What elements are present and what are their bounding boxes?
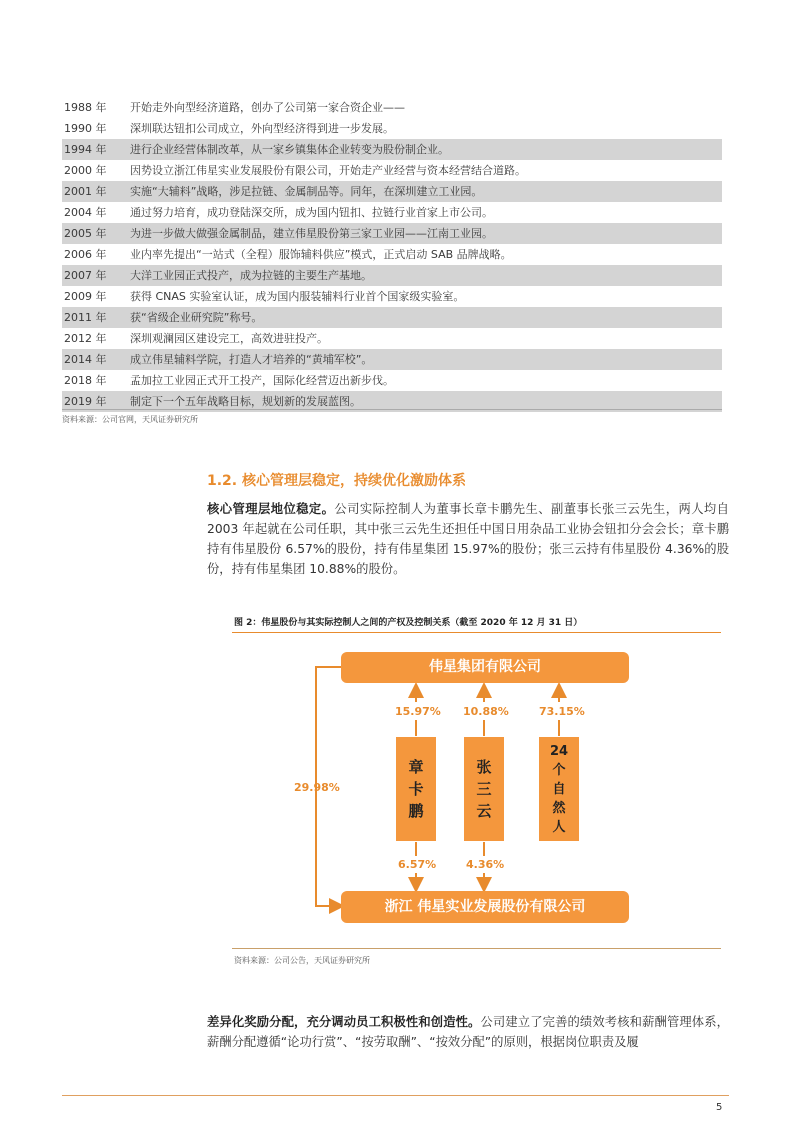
holder-box-zhang-sanyun: 张 三 云: [464, 737, 504, 841]
timeline-event: 进行企业经营体制改革，从一家乡镇集体企业转变为股份制企业。: [130, 143, 449, 156]
table-bottom-rule: [62, 409, 722, 410]
paragraph-incentive: [207, 1012, 729, 1052]
timeline-event: 孟加拉工业园正式开工投产，国际化经营迈出新步伐。: [130, 374, 394, 387]
timeline-year: 2012 年: [64, 332, 107, 345]
paragraph-body: 公司实际控制人为董事长章卡鹏先生、副董事长张三云先生，两人均自 2003 年起就在公司任职，其中张三云先生还担任中国日用杂品工业协会钮扣分会会长；章卡鹏持有伟星股份 6.57%的股份，持有伟星集团 15.97%的股份；张三云持有伟星股份 4.36%的股份，持有伟星集团 10.88%的股份。: [207, 502, 729, 576]
table-row: [62, 97, 722, 118]
timeline-event: 因势设立浙江伟星实业发展股份有限公司，开始走产业经营与资本经营结合道路。: [130, 164, 526, 177]
timeline-event: 业内率先提出“一站式（全程）服饰辅料供应”模式，正式启动 SAB 品牌战略。: [130, 248, 512, 261]
timeline-year: 2011 年: [64, 311, 107, 324]
timeline-event: 深圳联达钮扣公司成立，外向型经济得到进一步发展。: [130, 122, 394, 135]
pct-natural-group: 73.15%: [539, 705, 585, 718]
table-row: [62, 349, 722, 370]
section-heading: 1.2. 核心管理层稳定，持续优化激励体系: [207, 473, 466, 489]
timeline-event: 获得 CNAS 实验室认证，成为国内服装辅料行业首个国家级实验室。: [130, 290, 465, 303]
pct-zhang2-company: 4.36%: [466, 858, 505, 871]
table-row: [62, 160, 722, 181]
table-row: [62, 286, 722, 307]
timeline-event: 为进一步做大做强金属制品，建立伟星股份第三家工业园——江南工业园。: [130, 227, 493, 240]
timeline-year: 2000 年: [64, 164, 107, 177]
paragraph-lead: 核心管理层地位稳定。: [207, 502, 335, 516]
table-row: [62, 328, 722, 349]
group-company-box: 伟星集团有限公司: [341, 652, 629, 683]
timeline-event: 实施“大辅料”战略，涉足拉链、金属制品等。同年，在深圳建立工业园。: [130, 185, 483, 198]
timeline-year: 2014 年: [64, 353, 107, 366]
footer-rule: [62, 1095, 729, 1096]
figure-top-rule: [232, 632, 721, 633]
table-row: [62, 139, 722, 160]
table-row: [62, 202, 722, 223]
table-source: 资料来源：公司官网，天风证券研究所: [62, 415, 198, 424]
timeline-event: 深圳观澜园区建设完工，高效进驻投产。: [130, 332, 328, 345]
pct-group-company: 29.98%: [294, 781, 340, 794]
figure-source: 资料来源：公司公告，天风证券研究所: [234, 956, 370, 965]
timeline-year: 2009 年: [64, 290, 107, 303]
table-row: [62, 118, 722, 139]
timeline-year: 2007 年: [64, 269, 107, 282]
page-number: 5: [716, 1102, 723, 1113]
timeline-year: 2005 年: [64, 227, 107, 240]
pct-zhang2-group: 10.88%: [463, 705, 509, 718]
figure-bottom-rule: [232, 948, 721, 949]
pct-zhang1-company: 6.57%: [398, 858, 437, 871]
paragraph-management: [207, 499, 729, 579]
table-row: [62, 265, 722, 286]
pct-zhang1-group: 15.97%: [395, 705, 441, 718]
paragraph-body: 公司建立了完善的绩效考核和薪酬管理体系，薪酬分配遵循“论功行赏”、“按劳取酬”、“按效分配”的原则，根据岗位职责及履: [207, 1015, 729, 1049]
timeline-year: 2004 年: [64, 206, 107, 219]
holder-box-natural-persons: 24 个 自 然 人: [539, 737, 579, 841]
holder-box-zhang-kapeng: 章 卡 鹏: [396, 737, 436, 841]
listed-company-box: 浙江 伟星实业发展股份有限公司: [341, 891, 629, 923]
timeline-event: 开始走外向型经济道路，创办了公司第一家合资企业——: [130, 101, 405, 114]
timeline-event: 通过努力培育，成功登陆深交所，成为国内钮扣、拉链行业首家上市公司。: [130, 206, 493, 219]
table-row: [62, 181, 722, 202]
paragraph-lead: 差异化奖励分配，充分调动员工积极性和创造性。: [207, 1015, 481, 1029]
timeline-year: 2018 年: [64, 374, 107, 387]
timeline-event: 成立伟星辅料学院，打造人才培养的“黄埔军校”。: [130, 353, 373, 366]
timeline-table: [62, 97, 722, 412]
table-row: [62, 223, 722, 244]
table-row: [62, 244, 722, 265]
table-row: [62, 307, 722, 328]
figure-caption: 图 2：伟星股份与其实际控制人之间的产权及控制关系（截至 2020 年 12 月 31 日）: [234, 618, 583, 628]
timeline-year: 1988 年: [64, 101, 107, 114]
timeline-year: 1990 年: [64, 122, 107, 135]
timeline-event: 获“省级企业研究院”称号。: [130, 311, 263, 324]
timeline-year: 1994 年: [64, 143, 107, 156]
timeline-year: 2019 年: [64, 395, 107, 408]
timeline-year: 2006 年: [64, 248, 107, 261]
timeline-event: 大洋工业园正式投产，成为拉链的主要生产基地。: [130, 269, 372, 282]
timeline-event: 制定下一个五年战略目标，规划新的发展蓝图。: [130, 395, 361, 408]
table-row: [62, 370, 722, 391]
timeline-year: 2001 年: [64, 185, 107, 198]
